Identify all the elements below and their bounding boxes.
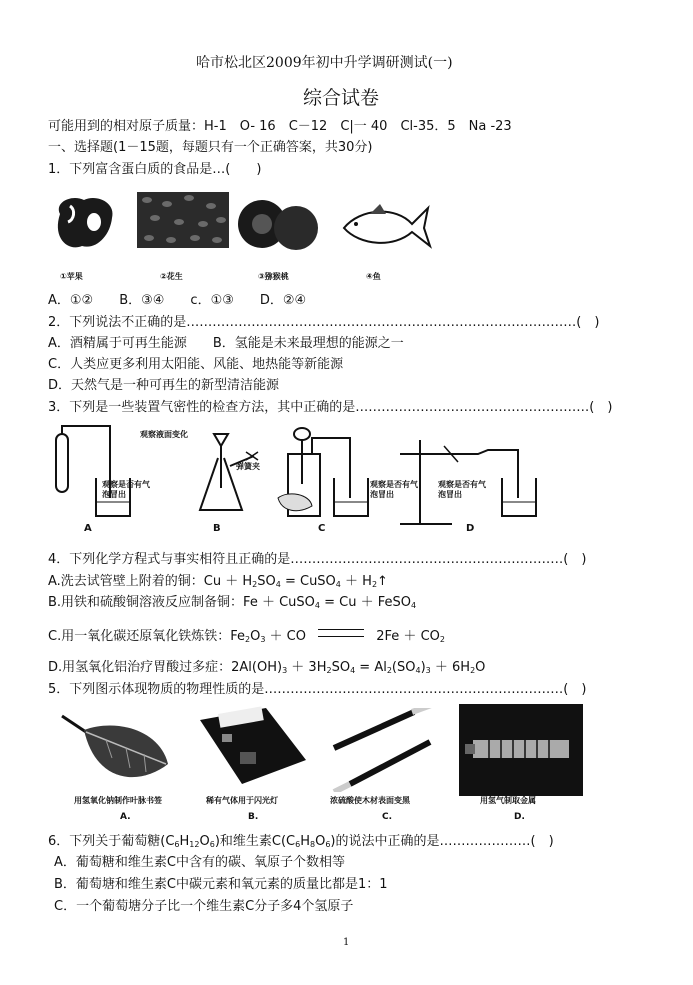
q3-d-note: 观察是否有气泡冒出 <box>438 480 486 499</box>
q6-s6: O <box>315 834 326 849</box>
q4d-end: O <box>475 660 486 675</box>
q4b-sub: 4 <box>410 601 417 610</box>
q4a-text: A.洗去试管壁上附着的铜：Cu ＋ H <box>48 574 253 589</box>
question-6-option-b: B．葡萄塘和维生素C中碳元素和氧元素的质量比都是1：1 <box>54 877 388 892</box>
q4c-sub: 2 <box>244 635 251 644</box>
q4a-sub: 2 <box>252 580 258 589</box>
q4d-sub: 4 <box>415 666 421 675</box>
q4c-r2: ＋ CO <box>265 629 306 644</box>
q4c-r3: 2Fe ＋ CO <box>376 629 440 644</box>
q4a-sub: 2 <box>371 580 378 589</box>
q6-s4: )和维生素C(C <box>214 834 296 849</box>
q4c-sub: 3 <box>260 635 266 644</box>
q4d-sub: 4 <box>350 666 356 675</box>
page-subtitle: 综合试卷 <box>303 87 380 109</box>
q4a-end: ↑ <box>377 574 388 589</box>
question-4-stem: 4．下列化学方程式与事实相符且正确的是………………………………………………………( ) <box>48 552 587 567</box>
question-4-option-d <box>48 660 485 676</box>
q4d-sub: 3 <box>282 666 288 675</box>
q4c-equal-sign <box>318 629 364 637</box>
q6-sub: 6 <box>209 840 215 849</box>
q4b-r1: = Cu ＋ FeSO <box>319 595 411 610</box>
q1-figure-kiwi <box>236 194 322 254</box>
q4d-sub: 2 <box>326 666 332 675</box>
q3-label-d: D <box>466 523 475 534</box>
question-2-option-d: D．天然气是一种可再生的新型清洁能源 <box>48 378 280 393</box>
q4a-sub: 4 <box>275 580 281 589</box>
q4a-r3: ＋ H <box>340 574 372 589</box>
q3-label-c: C <box>318 523 326 534</box>
question-3-stem: 3．下列是一些装置气密性的检查方法，其中正确的是………………………………………………( ) <box>48 400 613 415</box>
q6-sub: 12 <box>189 840 200 849</box>
q4c-sub: 2 <box>439 635 445 644</box>
q1-figure-peanut <box>137 192 229 248</box>
q4d-sub: 2 <box>470 666 476 675</box>
q5-letter-d: D. <box>514 812 525 822</box>
q4d-r1: ＋ 3H <box>287 660 327 675</box>
q3-b-clip-note: 弹簧夹 <box>236 462 260 471</box>
question-2-option-ab: A．酒精属于可再生能源 B．氢能是未来最理想的能源之一 <box>48 336 404 351</box>
q6-sub: 8 <box>310 840 316 849</box>
q5-caption-c: 浓硫酸使木材表面变黑 <box>330 796 410 805</box>
question-6-stem <box>48 834 554 850</box>
q6-s5: H <box>300 834 310 849</box>
q3-label-a: A <box>84 523 92 534</box>
atomic-mass-line: 可能用到的相对原子质量：H-1 O- 16 C－12 C|一 40 Cl-35．5 Na -23 <box>48 119 512 134</box>
question-6-option-a: A．葡萄糖和维生素C中含有的碳、氧原子个数相等 <box>54 855 345 870</box>
question-6-option-c: C．一个葡萄塘分子比一个维生素C分子多4个氢原子 <box>54 899 354 914</box>
question-1-stem: 1．下列富含蛋白质的食品是…( ) <box>48 162 262 177</box>
question-4-option-b <box>48 595 416 611</box>
q6-s1: 6．下列关于葡萄糖(C <box>48 834 175 849</box>
q5-caption-b: 稀有气体用于闪光灯 <box>206 796 278 805</box>
q1-caption-1: ①苹果 <box>60 272 83 281</box>
q4c-r1: O <box>250 629 261 644</box>
q4a-sub: 4 <box>335 580 341 589</box>
q4d-r5: ) <box>420 660 426 675</box>
q1-figure-apple <box>50 192 120 256</box>
q3-a-note: 观察是否有气泡冒出 <box>102 480 150 499</box>
q5-figure-flashlight <box>196 704 314 792</box>
q6-sub: 6 <box>174 840 180 849</box>
q6-sub: 6 <box>325 840 331 849</box>
q3-c-note: 观察是否有气泡冒出 <box>370 480 418 499</box>
question-5-stem: 5．下列图示体现物质的物理性质的是……………………………………………………………( ) <box>48 682 587 697</box>
question-4-option-c <box>48 629 445 645</box>
q6-s2: H <box>179 834 190 849</box>
q5-figure-wood-sticks <box>330 708 444 792</box>
q1-figure-fish <box>340 200 432 252</box>
q4d-r2: SO <box>331 660 351 675</box>
q4a-r1: SO <box>257 574 276 589</box>
question-1-options: A．①② B．③④ c．①③ D．②④ <box>48 293 307 308</box>
page-number: 1 <box>343 937 350 948</box>
q4d-sub: 3 <box>425 666 431 675</box>
q6-s3: O <box>199 834 210 849</box>
q4d-sub: 2 <box>386 666 392 675</box>
q3-b-top-note: 观察液面变化 <box>140 430 188 439</box>
question-2-stem: 2．下列说法不正确的是………………………………………………………………………………( ) <box>48 315 600 330</box>
q4a-r2: = CuSO <box>280 574 336 589</box>
q5-letter-c: C. <box>382 812 393 822</box>
question-2-option-c: C．人类应更多利用太阳能、风能、地热能等新能源 <box>48 357 344 372</box>
q5-figure-hydrogen <box>459 704 583 796</box>
q4b-text: B.用铁和硫酸铜溶液反应制备铜：Fe ＋ CuSO <box>48 595 315 610</box>
q5-figure-leaf <box>56 708 176 792</box>
q1-caption-4: ④鱼 <box>366 272 381 281</box>
section-heading: 一、选择题(1－15题，每题只有一个正确答案，共30分) <box>48 140 373 155</box>
q4d-r6: ＋ 6H <box>430 660 471 675</box>
q1-caption-3: ③猕猴桃 <box>258 272 289 281</box>
q6-sub: 6 <box>295 840 301 849</box>
q6-s7: )的说法中正确的是…………………( ) <box>330 834 554 849</box>
q5-letter-a: A. <box>120 812 131 822</box>
q4d-r3: = Al <box>355 660 387 675</box>
question-4-option-a <box>48 574 388 590</box>
q5-letter-b: B. <box>248 812 259 822</box>
q4b-sub: 4 <box>314 601 320 610</box>
q1-caption-2: ②花生 <box>160 272 183 281</box>
q5-caption-a: 用氢氧化钠制作叶脉书签 <box>74 796 162 805</box>
q4c-text: C.用一氧化碳还原氧化铁炼铁：Fe <box>48 629 245 644</box>
q5-caption-d: 用氢气制取金属 <box>480 796 536 805</box>
page-title: 哈市松北区2009年初中升学调研测试(一) <box>196 55 453 71</box>
q4d-text: D.用氢氧化铝治疗胃酸过多症：2Al(OH) <box>48 660 283 675</box>
q4d-r4: (SO <box>391 660 416 675</box>
q3-label-b: B <box>213 523 221 534</box>
